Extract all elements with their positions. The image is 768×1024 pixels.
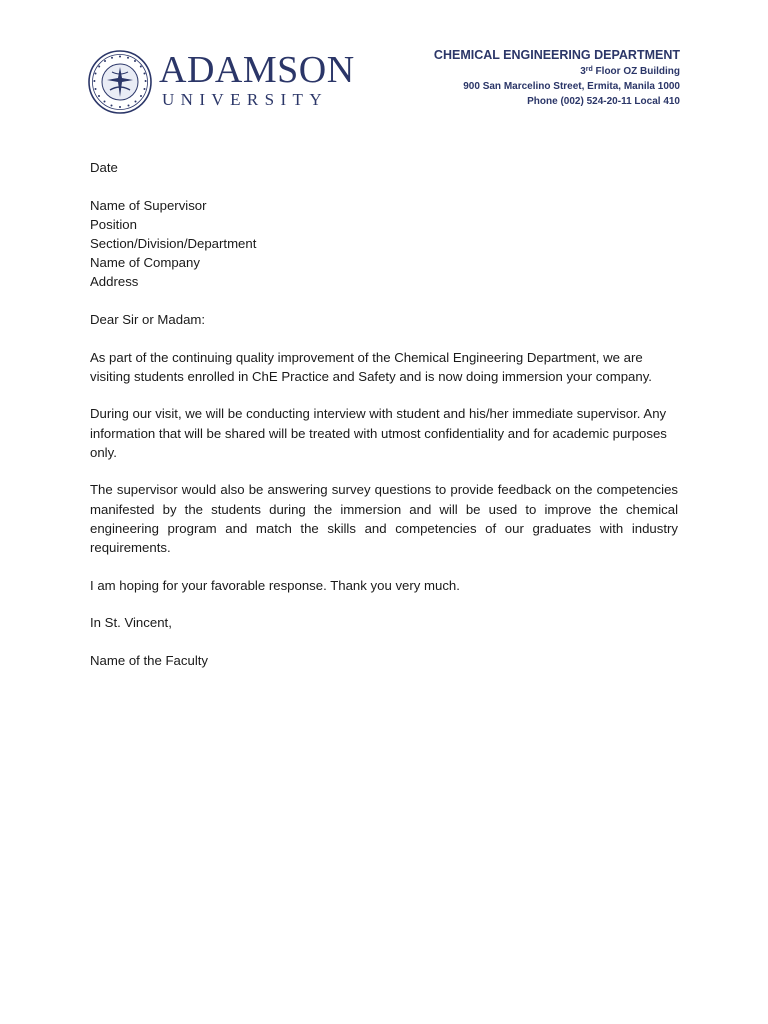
university-wordmark (159, 50, 389, 114)
phone-number: Phone (002) 524-20-11 Local 410 (527, 96, 680, 107)
university-name: ADAMSON (159, 49, 355, 91)
floor-suffix: rd (585, 66, 593, 73)
department-name: CHEMICAL ENGINEERING DEPARTMENT (433, 48, 680, 62)
signature-block (90, 651, 678, 670)
university-seal-icon (88, 50, 152, 114)
letterhead (88, 44, 680, 116)
recipient-block (90, 196, 678, 292)
street-address: 900 San Marcelino Street, Ermita, Manila 1000 (463, 81, 680, 92)
salutation: Dear Sir or Madam: (90, 312, 206, 327)
letter-body (90, 158, 678, 688)
paragraph-purpose: As part of the continuing quality improvement of the Chemical Engineering Department, we are visiting students enrolled in ChE Practice and Safety and is now doing immersion your company. (90, 349, 652, 384)
paragraph-thanks: I am hoping for your favorable response. Thank you very much. (90, 577, 460, 593)
building-line (434, 64, 680, 79)
floor-number: 3 (580, 66, 586, 77)
paragraph-visit: During our visit, we will be conducting interview with student and his/her immediate supervisor. Any information that will be shared will be treated with utmost confidentiality and for academic purposes only. (90, 406, 667, 460)
recipient-section: Section/Division/Department (90, 236, 257, 251)
signature-name: Name of the Faculty (90, 652, 209, 668)
university-subtitle: UNIVERSITY (162, 90, 328, 109)
closing-block (90, 613, 678, 632)
recipient-name: Name of Supervisor (90, 197, 207, 213)
recipient-company: Name of Company (90, 255, 200, 271)
recipient-position: Position (90, 216, 137, 232)
paragraph-survey: The supervisor would also be answering survey questions to provide feedback on the competencies manifested by the students during the immersion and will be used to improve the chemical engineering program and match the skills and competencies of our graduates with industry requirements. (90, 482, 678, 555)
recipient-address: Address (90, 274, 139, 290)
letter-date: Date (90, 160, 118, 175)
department-contact (434, 46, 680, 109)
salutation-block (90, 310, 678, 329)
floor-building: Floor OZ Building (592, 66, 680, 77)
date-block (90, 158, 678, 177)
closing: In St. Vincent, (90, 615, 172, 631)
